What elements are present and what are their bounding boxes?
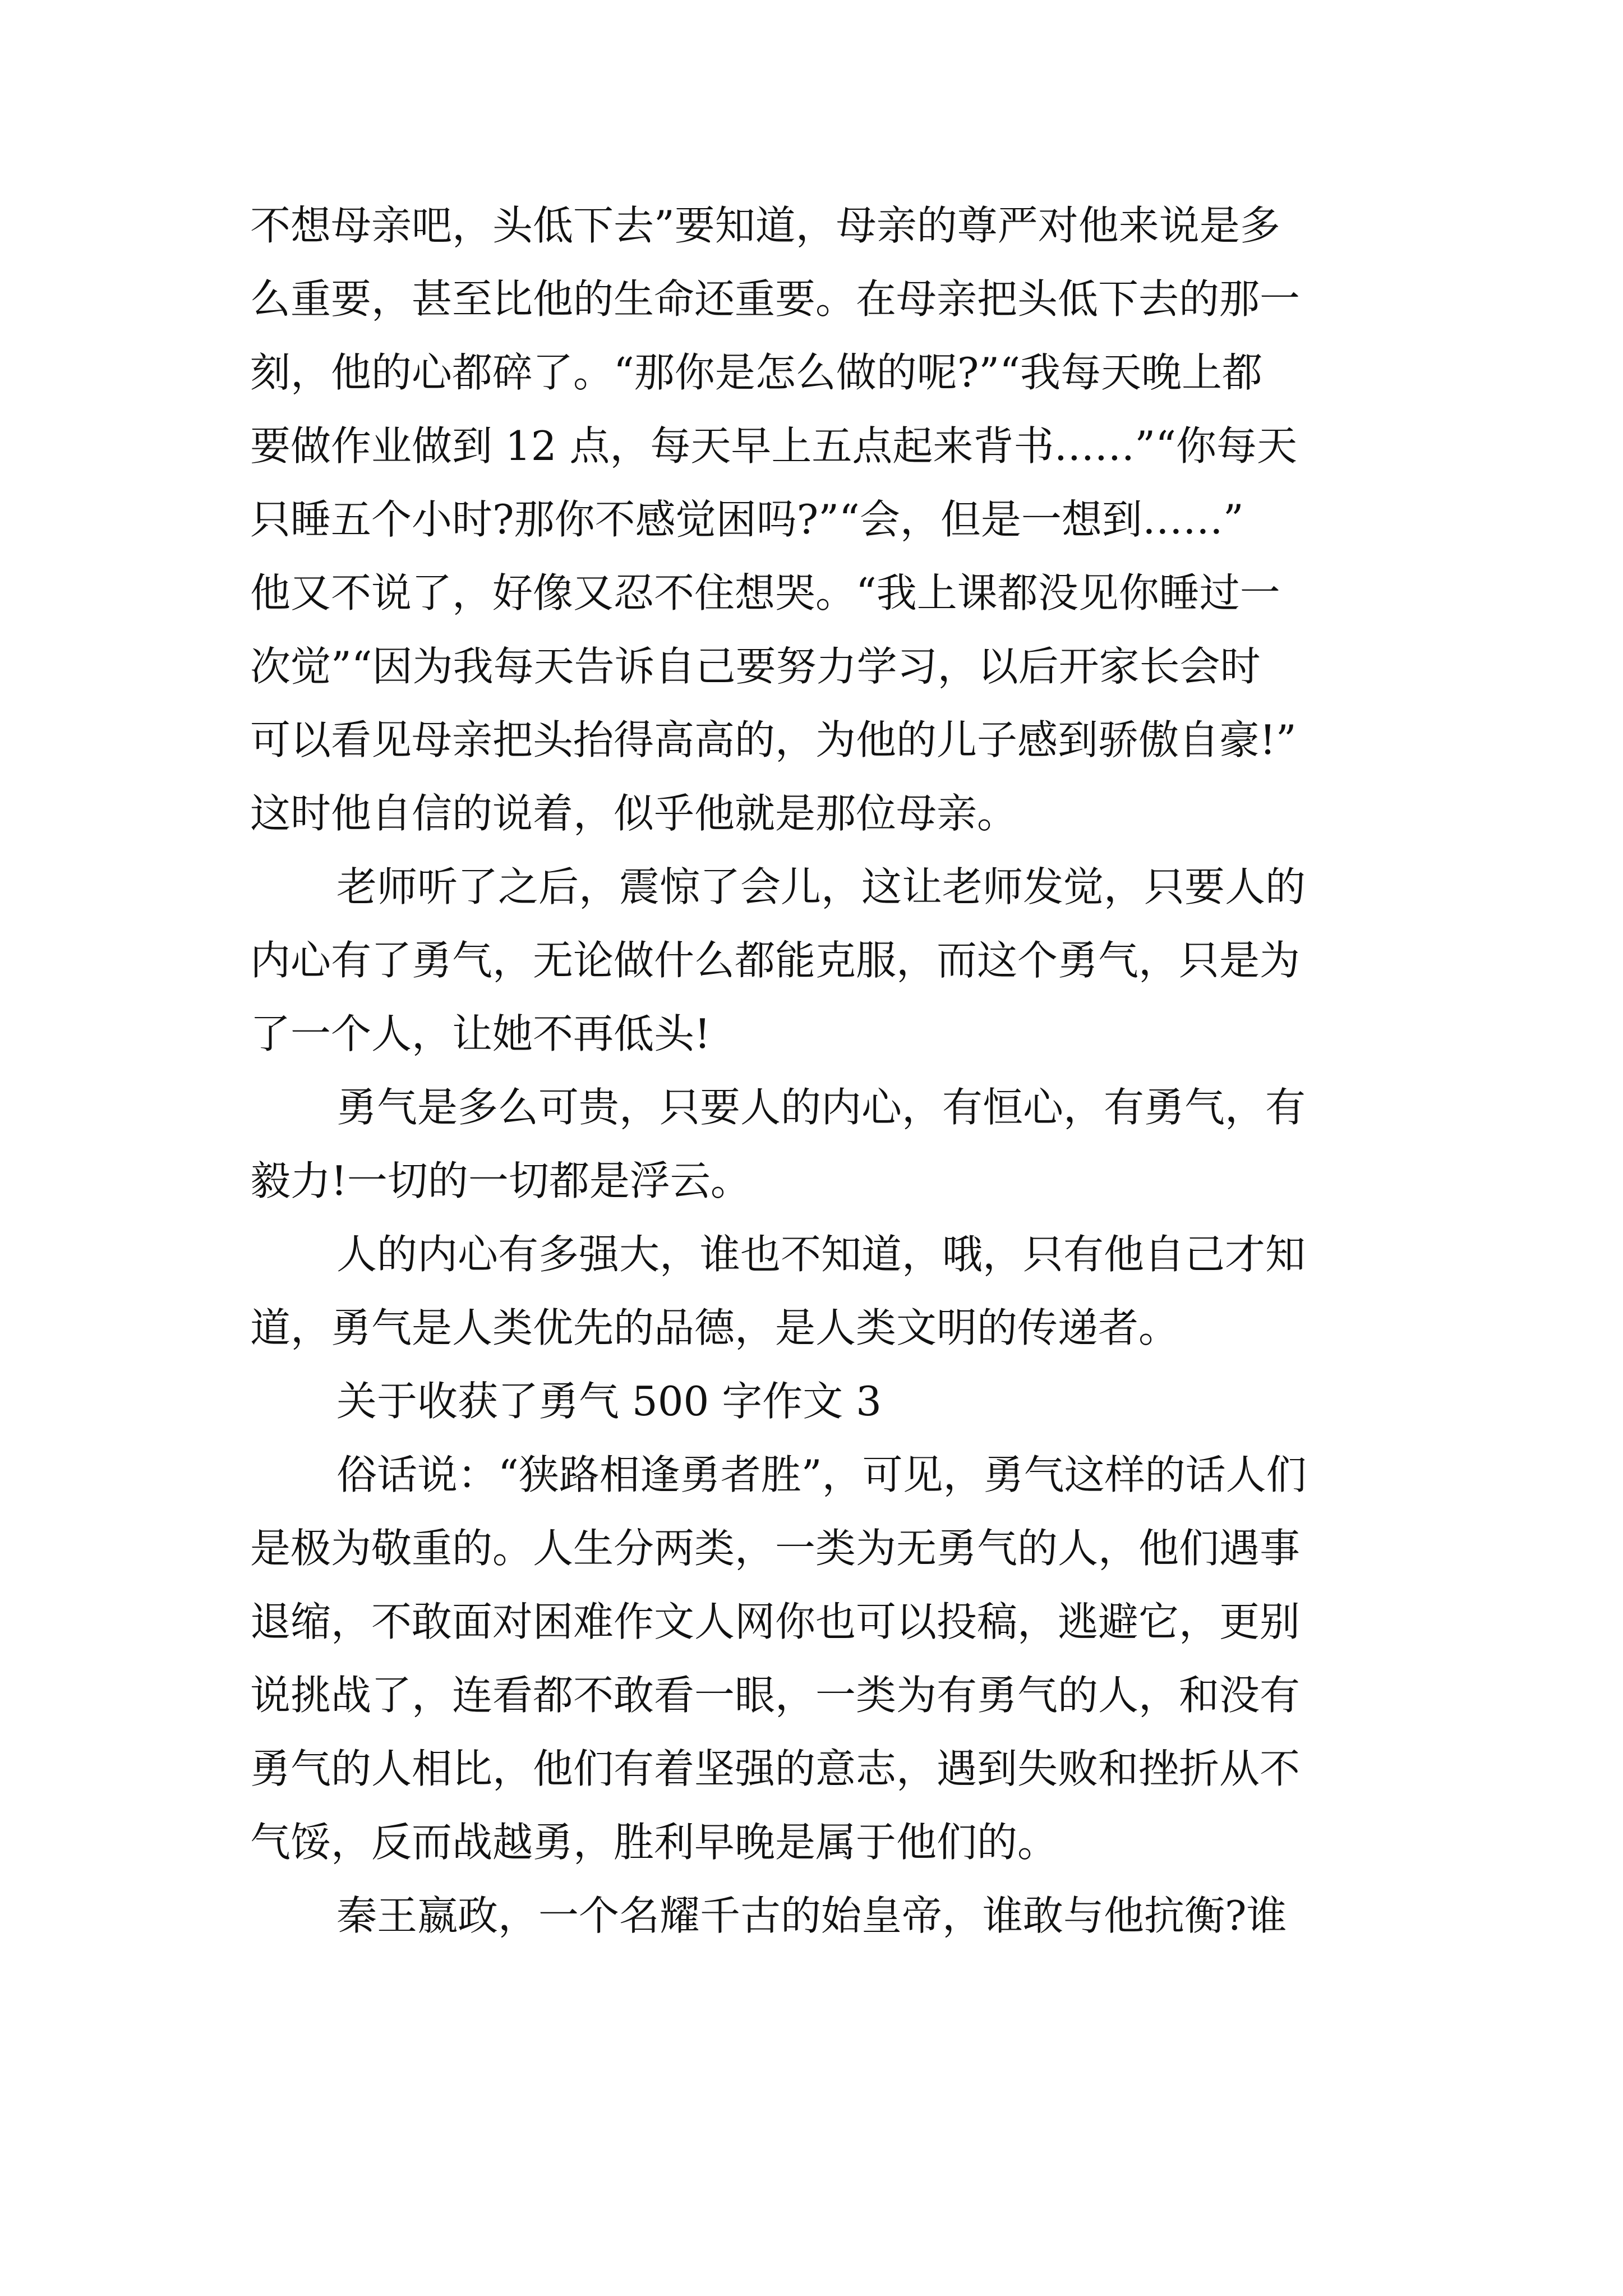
paragraph-start-line: 秦王嬴政，一个名耀千古的始皇帝，谁敢与他抗衡?谁	[336, 1892, 1287, 1939]
text-line: 是极为敬重的。人生分两类，一类为无勇气的人，他们遇事	[250, 1525, 1301, 1572]
text-line: 次觉”“因为我每天告诉自己要努力学习，以后开家长会时	[250, 643, 1261, 690]
text-line: 只睡五个小时?那你不感觉困吗?”“会，但是一想到……”	[250, 496, 1244, 543]
section-heading: 关于收获了勇气 500 字作文 3	[336, 1378, 882, 1425]
paragraph-start-line: 老师听了之后，震惊了会儿，这让老师发觉，只要人的	[336, 863, 1306, 910]
text-line: 退缩，不敢面对困难作文人网你也可以投稿，逃避它，更别	[250, 1598, 1301, 1645]
text-line: 可以看见母亲把头抬得高高的，为他的儿子感到骄傲自豪!”	[250, 716, 1297, 763]
text-line: 道，勇气是人类优先的品德，是人类文明的传递者。	[250, 1304, 1179, 1351]
text-line: 说挑战了，连看都不敢看一眼，一类为有勇气的人，和没有	[250, 1672, 1301, 1719]
text-line: 勇气的人相比，他们有着坚强的意志，遇到失败和挫折从不	[250, 1745, 1301, 1792]
text-line: 么重要，甚至比他的生命还重要。在母亲把头低下去的那一	[250, 275, 1301, 323]
text-line: 要做作业做到 12 点，每天早上五点起来背书……”“你每天	[250, 422, 1298, 470]
paragraph-start-line: 勇气是多么可贵，只要人的内心，有恒心，有勇气，有	[336, 1084, 1306, 1131]
text-line: 他又不说了，好像又忍不住想哭。“我上课都没见你睡过一	[250, 569, 1280, 616]
paragraph-start-line: 俗话说：“狭路相逢勇者胜”，可见，勇气这样的话人们	[336, 1451, 1307, 1498]
text-line: 了一个人，让她不再低头!	[250, 1010, 711, 1057]
text-line: 毅力!一切的一切都是浮云。	[250, 1157, 751, 1204]
text-line: 气馁，反而战越勇，胜利早晚是属于他们的。	[250, 1819, 1058, 1866]
paragraph-start-line: 人的内心有多强大，谁也不知道，哦，只有他自己才知	[336, 1231, 1306, 1278]
text-line: 内心有了勇气，无论做什么都能克服，而这个勇气，只是为	[250, 937, 1301, 984]
text-line: 不想母亲吧，头低下去”要知道，母亲的尊严对他来说是多	[250, 202, 1280, 249]
text-line: 刻，他的心都碎了。“那你是怎么做的呢?”“我每天晚上都	[250, 349, 1263, 396]
text-line: 这时他自信的说着，似乎他就是那位母亲。	[250, 790, 1018, 837]
